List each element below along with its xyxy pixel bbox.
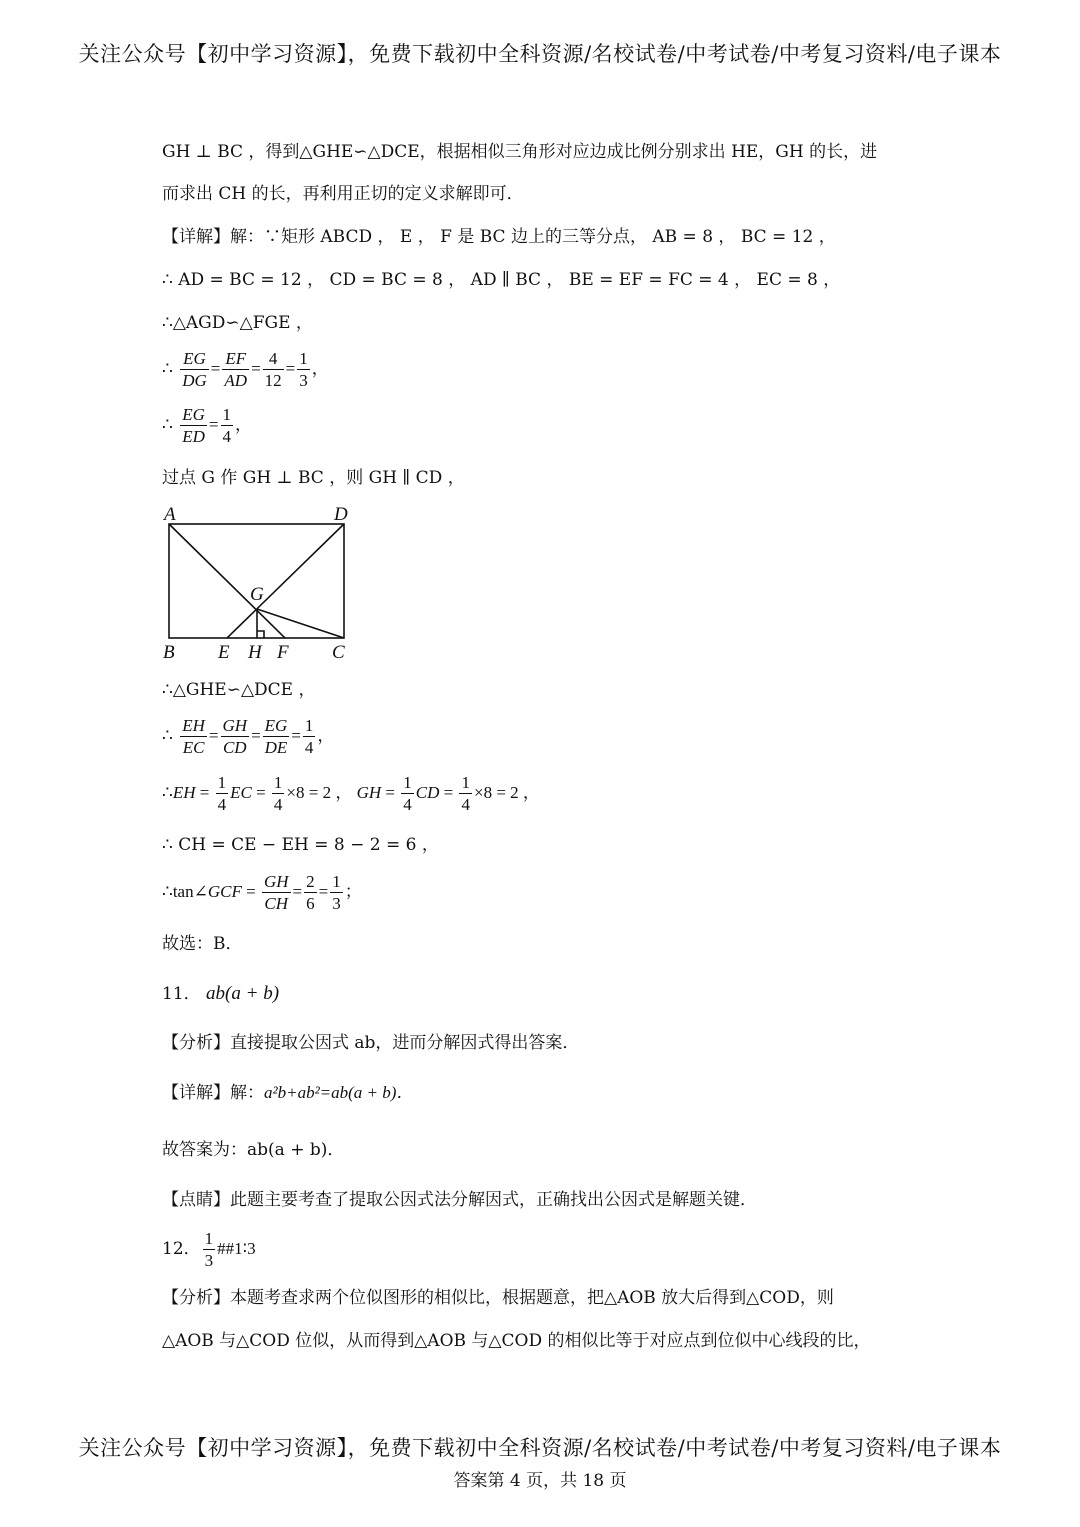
right-angle-mark: [257, 631, 264, 638]
text-line-8: 过点 G 作 GH ⊥ BC ，则 GH ∥ CD ，: [162, 468, 465, 488]
fraction: $\frac{EH}{EC}$: [182, 716, 205, 757]
fraction: $\frac{1}{4}$: [222, 405, 231, 446]
segment-af: [169, 524, 285, 638]
fraction: $\frac{1}{4}$: [217, 773, 227, 814]
fraction: $\frac{EF}{AD}$: [224, 349, 248, 390]
header-banner: 关注公众号【初中学习资源】，免费下载初中全科资源/名校试卷/中考试卷/中考复习资料/电子课本: [78, 42, 1002, 66]
question-12-analysis-1: 【分析】本题考查求两个位似图形的相似比，根据题意，把△AOB 放大后得到△COD，则: [162, 1288, 834, 1308]
fraction: $\frac{1}{4}$: [273, 773, 283, 814]
segment-de: [227, 524, 344, 638]
label-a: A: [164, 504, 176, 525]
question-11-comment: 【点睛】此题主要考查了提取公因式法分解因式，正确找出公因式是解题关键．: [162, 1190, 757, 1210]
fraction: $\frac{GH}{CH}$: [263, 872, 289, 913]
rectangle-diagram: [160, 500, 360, 665]
text-line-9: ∴△GHE∽△DCE ，: [162, 680, 316, 700]
fraction: $\frac{EG}{DE}$: [264, 716, 288, 757]
fraction: $\frac{1}{3}$: [299, 349, 308, 390]
text-line-12: ∴ CH = CE − EH = 8 − 2 = 6 ，: [162, 835, 439, 855]
fraction: $\frac{EG}{DG}$: [182, 349, 207, 390]
equation-eh-gh: ∴EH = $\frac{1}{4}$ EC = $\frac{1}{4}$ ×8 = 2 ， GH = $\frac{1}{4}$ CD = $\frac{1}{4}$ ×8 = 2 ，: [162, 773, 540, 814]
question-11-detail: 【详解】解：a²b+ab²=ab(a + b)．: [162, 1083, 414, 1103]
question-12-answer: [162, 1228, 256, 1271]
label-f: F: [277, 642, 289, 663]
equation-eh-ec: ∴ $\frac{EH}{EC}$ = $\frac{GH}{CD}$ = $\frac{EG}{DE}$ = $\frac{1}{4}$ ，: [162, 716, 335, 757]
question-11-final: 故答案为：ab(a + b)．: [162, 1140, 345, 1160]
label-c: C: [332, 642, 345, 663]
footer-banner: 关注公众号【初中学习资源】，免费下载初中全科资源/名校试卷/中考试卷/中考复习资料/电子课本: [78, 1436, 1002, 1460]
fraction: $\frac{1}{3}$: [332, 872, 341, 913]
page-number: 答案第 4 页，共 18 页: [453, 1471, 627, 1491]
text-line-3: 【详解】解：∵矩形 ABCD ， E ， F 是 BC 边上的三等分点， AB = 8 ， BC = 12 ，: [162, 227, 836, 247]
answer-expression: ab(a + b): [206, 983, 280, 1004]
fraction: $\frac{GH}{CD}$: [222, 716, 248, 757]
fraction: $\frac{1}{3}$: [204, 1229, 214, 1270]
label-e: E: [218, 642, 230, 663]
fraction: $\frac{1}{4}$: [304, 716, 314, 757]
label-d: D: [334, 504, 348, 525]
fraction: $\frac{4}{12}$: [264, 349, 282, 390]
question-12-analysis-2: △AOB 与△COD 位似，从而得到△AOB 与△COD 的相似比等于对应点到位似中心线段的比，: [162, 1331, 871, 1351]
fraction: $\frac{EG}{ED}$: [182, 405, 205, 446]
question-11-analysis: 【分析】直接提取公因式 ab，进而分解因式得出答案．: [162, 1033, 580, 1053]
text-line-14: 故选：B．: [162, 934, 243, 954]
question-number: 11．: [162, 984, 201, 1004]
text-line-2: 而求出 CH 的长，再利用正切的定义求解即可．: [162, 184, 524, 204]
answer-alt: ##1∶3: [217, 1239, 256, 1258]
label-g: G: [250, 584, 264, 605]
question-number: 12．: [162, 1239, 201, 1259]
text-line-1: GH ⊥ BC ，得到△GHE∽△DCE，根据相似三角形对应边成比例分别求出 HE，GH 的长，进: [162, 142, 878, 162]
fraction: $\frac{1}{4}$: [403, 773, 412, 814]
equation-tan: ∴tan∠GCF = $\frac{GH}{CH}$ = $\frac{2}{6}$ = $\frac{1}{3}$ ；: [162, 872, 362, 913]
text-line-5: ∴△AGD∽△FGE ，: [162, 313, 313, 333]
equation-eg-ed: ∴ $\frac{EG}{ED}$ = $\frac{1}{4}$ ，: [162, 405, 252, 446]
question-11-answer: [162, 982, 279, 1006]
label-h: H: [248, 642, 262, 663]
fraction: $\frac{1}{4}$: [461, 773, 470, 814]
text-line-4: ∴ AD = BC = 12 ， CD = BC = 8 ， AD ∥ BC ， BE = EF = FC = 4 ， EC = 8 ，: [162, 270, 841, 290]
label-b: B: [163, 642, 175, 663]
equation-eg-dg: ∴ $\frac{EG}{DG}$ = $\frac{EF}{AD}$ = $\frac{4}{12}$ = $\frac{1}{3}$ ，: [162, 349, 329, 390]
detail-expression: a²b+ab²=ab(a + b)．: [264, 1083, 414, 1102]
fraction: $\frac{2}{6}$: [306, 872, 315, 913]
